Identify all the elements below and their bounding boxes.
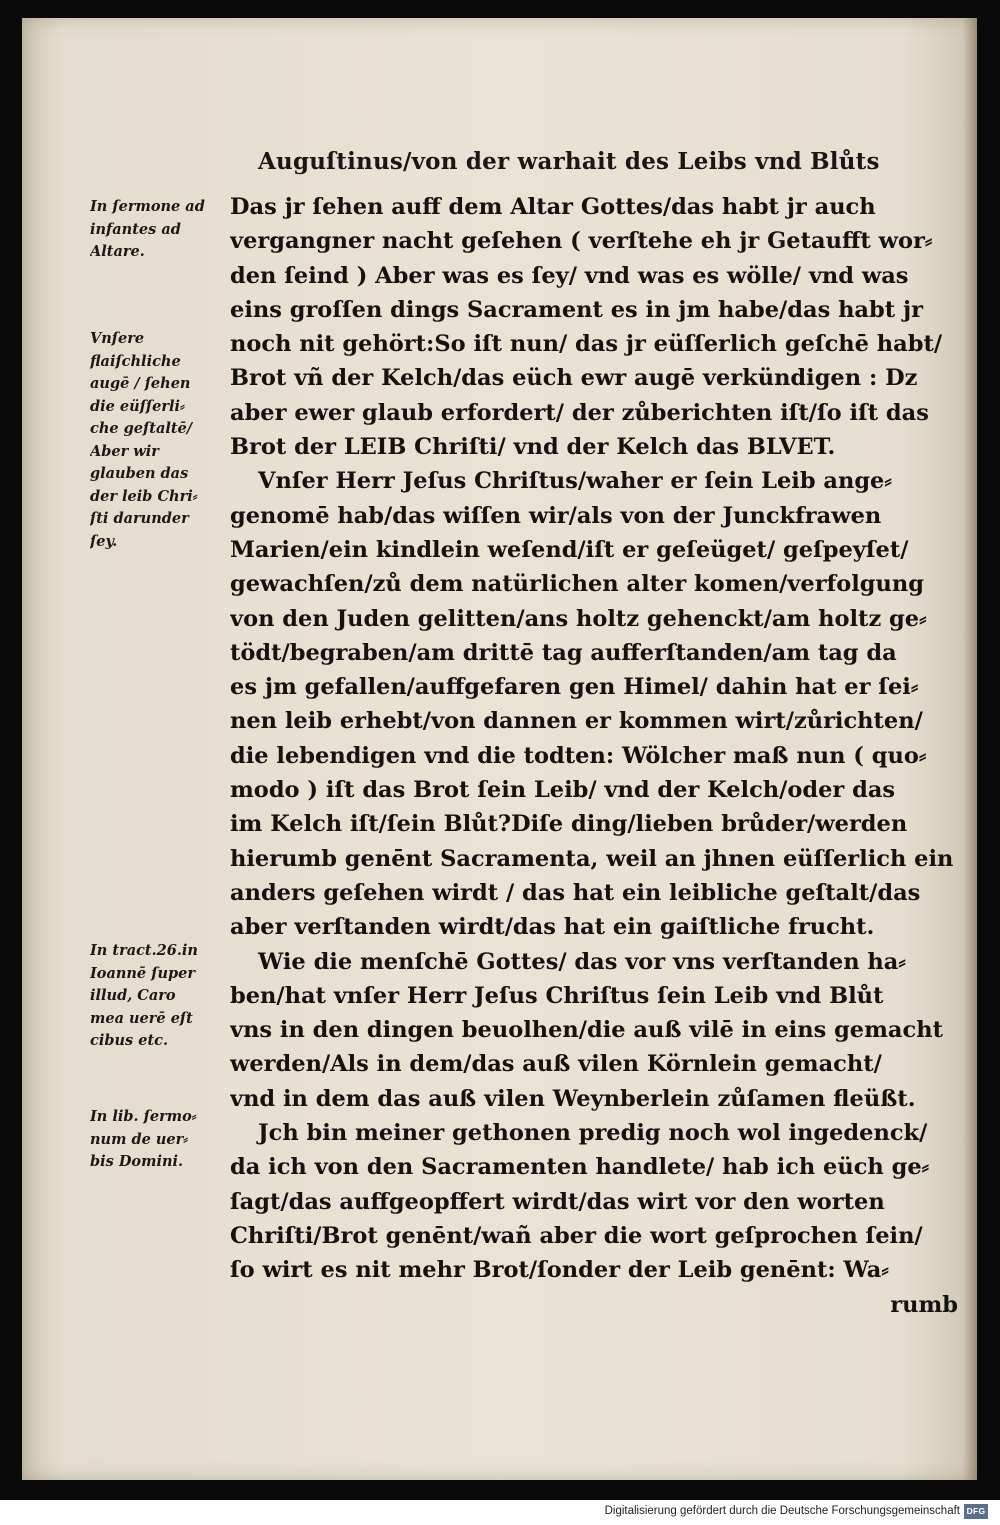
text-line: im Kelch iſt/ſein Blůt?Diſe ding/lieben brůder/werden [230,811,908,838]
margin-note-line: augē / ſehen [90,375,191,392]
running-head: Auguſtinus/von der warhait des Leibs vnd Blůts [258,148,880,175]
text-line: von den Juden gelitten/ans holtz gehenckt/am holtz ge⸗ [230,605,927,632]
margin-note-line: ſti darunder [90,510,189,527]
margin-note-1 [90,196,230,264]
text-line: noch nit gehört:So iſt nun/ das jr eüſſerlich geſchē habt/ [230,331,943,358]
footer-bar [0,1500,1000,1525]
text-line: Wie die menſchē Gottes/ das vor vns verſtanden ha⸗ [258,948,906,975]
margin-note-line: Vnſere [90,330,145,347]
text-line: anders geſehen wirdt / das hat ein leibliche geſtalt/das [230,879,921,906]
main-text-block [230,190,958,1322]
text-line: Vnſer Herr Jeſus Chriſtus/waher er ſein Leib ange⸗ [258,468,892,495]
text-line: Jch bin meiner gethonen predig noch wol ingedenck/ [258,1120,928,1147]
text-line: aber ewer glaub erfordert/ der zůberichten iſt/ſo iſt das [230,399,929,426]
margin-note-line: mea uerē eſt [90,1009,193,1027]
text-line: gewachſen/zů dem natürlichen alter komen/verfolgung [230,571,924,598]
text-line: genomē hab/das wiſſen wir/als von der Junckfrawen [230,502,882,529]
margin-note-3 [90,940,230,1053]
text-line: ſo wirt es nit mehr Brot/ſonder der Leib genēnt: Wa⸗ [230,1257,889,1284]
text-line: Brot vñ der Kelch/das eüch ewr augē verkündigen : Dz [230,365,918,392]
margin-note-line: che geſtaltē/ [90,420,193,437]
margin-note-line: In tract.26.in [90,942,198,959]
text-line: modo ) iſt das Brot ſein Leib/ vnd der Kelch/oder das [230,777,896,804]
text-line: werden/Als in dem/das auß vilen Körnlein gemacht/ [230,1051,882,1078]
margin-note-line: num de uer⸗ [90,1130,189,1148]
margin-note-line: cibus etc. [90,1032,169,1049]
text-line: ben/hat vnſer Herr Jeſus Chriſtus ſein Leib vnd Blůt [230,982,884,1009]
margin-note-line: glauben das [90,465,189,482]
margin-note-line: Ioannē ſuper [90,964,195,982]
dfg-logo: DFG [964,1504,988,1519]
margin-note-4 [90,1106,230,1174]
text-line: Das jr ſehen auff dem Altar Gottes/das habt jr auch [230,194,876,220]
footer-credit: Digitalisierung gefördert durch die Deutsche Forschungsgemeinschaft [604,1505,960,1517]
text-line: Marien/ein kindlein weſend/iſt er geſeüget/ geſpeyſet/ [230,536,909,563]
text-line: den ſeind ) Aber was es ſey/ vnd was es wölle/ vnd was [230,262,909,289]
text-line: die lebendigen vnd die todten: Wölcher maß nun ( quo⸗ [230,742,927,769]
text-line: es jm gefallen/auffgefaren gen Himel/ dahin hat er ſei⸗ [230,674,919,701]
margin-note-line: bis Domini. [90,1153,184,1170]
margin-note-line: illud, Caro [90,987,176,1004]
margin-note-line: die eüſſerli⸗ [90,397,185,415]
text-line: vergangner nacht geſehen ( verſtehe eh jr Getaufft wor⸗ [230,228,933,255]
margin-note-line: ſey. [90,532,118,550]
margin-note-line: In lib. ſermo⸗ [90,1108,197,1125]
text-line: rumb [890,1291,958,1318]
text-line: Chriſti/Brot genēnt/wañ aber die wort geſprochen ſein/ [230,1222,923,1249]
margin-note-line: flaiſchliche [90,352,181,370]
margin-note-line: In ſermone ad [90,198,205,215]
text-line: da ich von den Sacramenten handlete/ hab ich eüch ge⸗ [230,1154,930,1181]
text-line: ſagt/das auffgeopffert wirdt/das wirt vor den worten [230,1188,885,1215]
text-line: Brot der LEIB Chriſti/ vnd der Kelch das BLVET. [230,434,836,461]
margin-note-line: der leib Chri⸗ [90,487,198,505]
text-line: nen leib erhebt/von dannen er kommen wirt/zůrichten/ [230,708,923,735]
margin-note-line: infantes ad [90,220,181,238]
text-line: vnd in dem das auß vilen Weynberlein zůſamen fleüßt. [230,1085,916,1112]
margin-note-line: Aber wir [90,442,159,460]
text-line: eins groſſen dings Sacrament es in jm habe/das habt jr [230,296,923,323]
text-line: aber verſtanden wirdt/das hat ein gaiſtliche frucht. [230,914,875,941]
page-gutter-shadow [963,18,977,1480]
margin-note-2 [90,328,230,553]
text-line: vns in den dingen beuolhen/die auß vilē in eins gemacht [230,1017,943,1044]
margin-note-line: Altare. [90,243,145,260]
text-line: hierumb genēnt Sacramenta, weil an jhnen eüſſerlich ein [230,845,954,872]
text-line: tödt/begraben/am drittē tag aufferſtanden/am tag da [230,639,897,666]
